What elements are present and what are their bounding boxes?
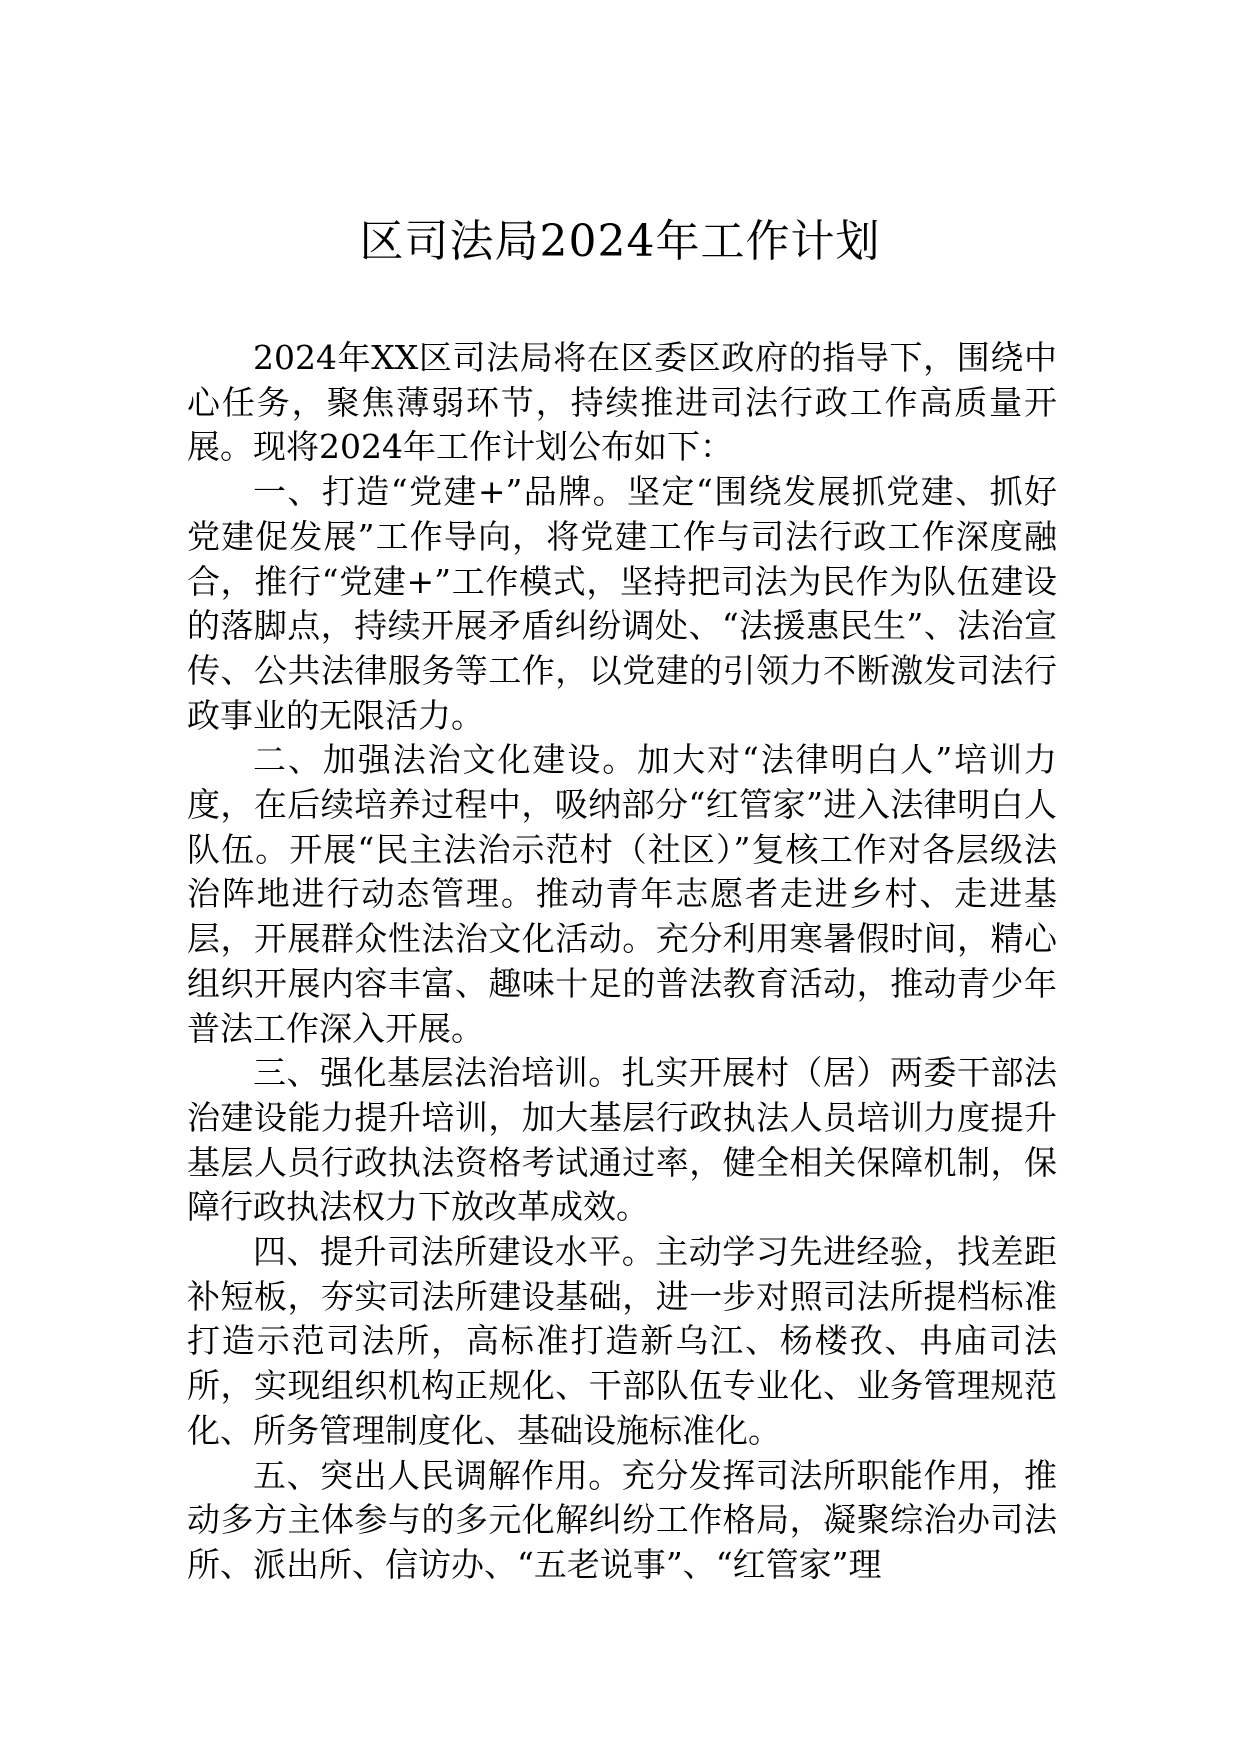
document-body: [187, 336, 1057, 1588]
document-title: 区司法局2024年工作计划: [359, 216, 881, 267]
intro-paragraph: 2024年XX区司法局将在区委区政府的指导下，围绕中心任务，聚焦薄弱环节，持续推进司法行政工作高质量开展。现将2024年工作计划公布如下：: [187, 338, 1057, 467]
paragraph-party-building: 一、打造“党建+”品牌。坚定“围绕发展抓党建、抓好党建促发展”工作导向，将党建工作与司法行政工作深度融合，推行“党建+”工作模式，坚持把司法为民作为队伍建设的落脚点，持续开展矛盾纠纷调处、“法援惠民生”、法治宣传、公共法律服务等工作，以党建的引领力不断激发司法行政事业的无限活力。: [187, 472, 1057, 735]
paragraph-judicial-office: 四、提升司法所建设水平。主动学习先进经验，找差距补短板，夯实司法所建设基础，进一步对照司法所提档标准打造示范司法所，高标准打造新乌江、杨楼孜、冉庙司法所，实现组织机构正规化、干部队伍专业化、业务管理规范化、所务管理制度化、基础设施标准化。: [187, 1232, 1057, 1450]
paragraph-legal-culture: 二、加强法治文化建设。加大对“法律明白人”培训力度，在后续培养过程中，吸纳部分“红管家”进入法律明白人队伍。开展“民主法治示范村（社区）”复核工作对各层级法治阵地进行动态管理。推动青年志愿者走进乡村、走进基层，开展群众性法治文化活动。充分利用寒暑假时间，精心组织开展内容丰富、趣味十足的普法教育活动，推动青少年普法工作深入开展。: [187, 740, 1057, 1048]
paragraph-grassroots-training: 三、强化基层法治培训。扎实开展村（居）两委干部法治建设能力提升培训，加大基层行政执法人员培训力度提升基层人员行政执法资格考试通过率，健全相关保障机制，保障行政执法权力下放改革成效。: [187, 1053, 1057, 1227]
paragraph-mediation: 五、突出人民调解作用。充分发挥司法所职能作用，推动多方主体参与的多元化解纠纷工作格局，凝聚综治办司法所、派出所、信访办、“五老说事”、“红管家”理: [187, 1455, 1057, 1584]
